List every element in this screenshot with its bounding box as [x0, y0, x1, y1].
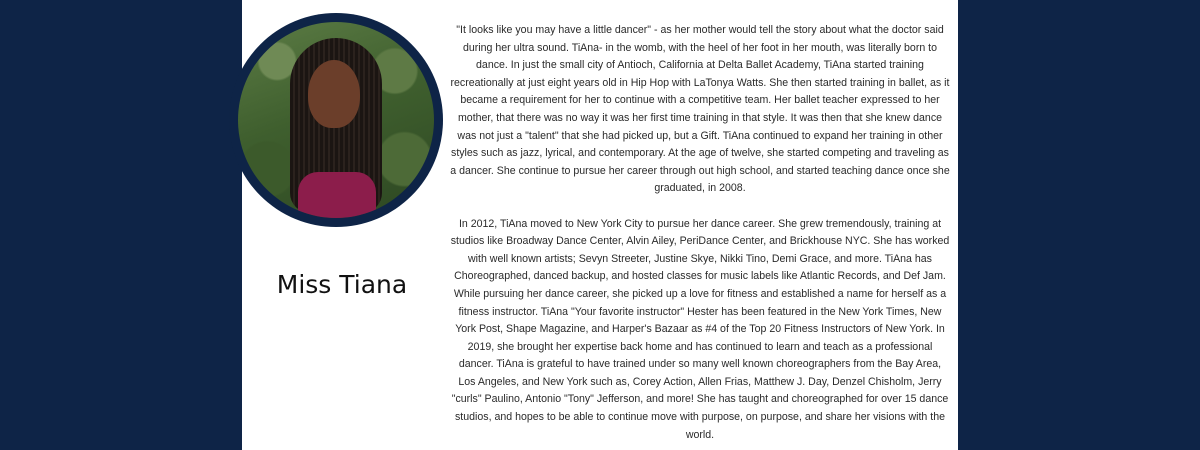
portrait-top [298, 172, 376, 218]
right-navy-band [958, 0, 1200, 450]
portrait-face [308, 60, 360, 128]
profile-bio [450, 22, 950, 444]
bio-paragraph-2: In 2012, TiAna moved to New York City to pursue her dance career. She grew tremendously, training at studios like Broadway Dance Center, Alvin Ailey, PeriDance Center, and Brickhouse NYC. She has worked with well known artists; Sevyn Streeter, Justine Skye, Nikki Tino, Demi Grace, and more. TiAna has Choreographed, danced backup, and hosted classes for music labels like Atlantic Records, and Def Jam. While pursuing her dance career, she picked up a love for fitness and established a name for herself as a fitness instructor. TiAna "Your favorite instructor" Hester has been featured in the New York Times, New York Post, Shape Magazine, and Harper's Bazaar as #4 of the Top 20 Fitness Instructors of New York. In 2019, she brought her expertise back home and has continued to learn and teach as a professional dancer. TiAna is grateful to have trained under so many well known choreographers from the Bay Area, Los Angeles, and New York such as, Corey Action, Allen Frias, Matthew J. Day, Denzel Chisholm, Jerry "curls" Paulino, Antonio "Tony" Jefferson, and more! She has taught and choreographed for over 15 dance studios, and hopes to be able to continue move with purpose, on purpose, and share her visions with the world. [450, 217, 950, 441]
portrait-photo-icon [238, 22, 434, 218]
portrait-frame [229, 13, 443, 227]
left-navy-band [0, 0, 242, 450]
bio-paragraph-1: "It looks like you may have a little dancer" - as her mother would tell the story about what the doctor said during her ultra sound. TiAna- in the womb, with the heel of her foot in her mouth, was literally born to dance. In just the small city of Antioch, California at Delta Ballet Academy, TiAna started training recreationally at just eight years old in Hip Hop with LaTonya Watts. She then started training in ballet, as it became a requirement for her to continue with a competitive team. Her ballet teacher expressed to her mother, that there was no way it was her first time training in that style. It was then that she knew dance was not just a "talent" that she had picked up, but a Gift. TiAna continued to expand her training in other styles such as jazz, lyrical, and contemporary. At the age of twelve, she started competing and traveling as a dancer. She continue to pursue her career through out high school, and started teaching dance once she graduated, in 2008. [450, 24, 950, 195]
profile-name: Miss Tiana [276, 270, 408, 299]
